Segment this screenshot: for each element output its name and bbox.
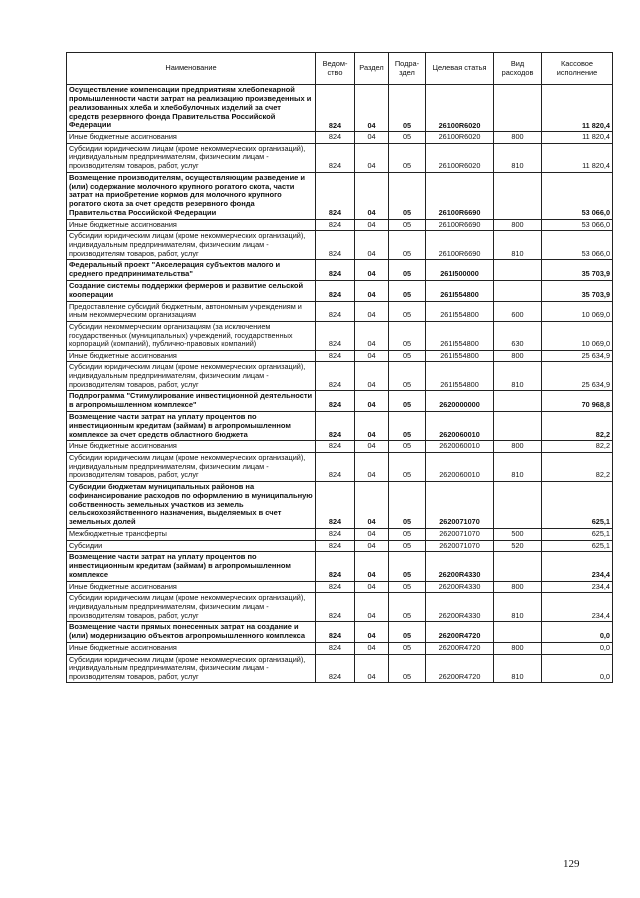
row-amount: 25 634,9 bbox=[542, 362, 613, 391]
row-name: Предоставление субсидий бюджетным, автономным учреждениям и иным некоммерческим организациям bbox=[67, 301, 316, 321]
row-dept: 824 bbox=[316, 219, 355, 231]
table-row bbox=[67, 143, 613, 172]
row-type: 520 bbox=[494, 540, 542, 552]
row-subsection: 05 bbox=[389, 593, 426, 622]
row-section: 04 bbox=[355, 391, 389, 412]
row-type: 800 bbox=[494, 441, 542, 453]
row-name: Подпрограмма "Стимулирование инвестиционной деятельности в агропромышленном комплексе" bbox=[67, 391, 316, 412]
row-type: 800 bbox=[494, 642, 542, 654]
table-row bbox=[67, 260, 613, 281]
row-type bbox=[494, 622, 542, 643]
row-section: 04 bbox=[355, 411, 389, 441]
row-name: Субсидии юридическим лицам (кроме некоммерческих организаций), индивидуальным предпринимателям, физическим лицам - производителям товаров, работ, услуг bbox=[67, 593, 316, 622]
table-row bbox=[67, 654, 613, 683]
row-dept: 824 bbox=[316, 143, 355, 172]
row-type: 810 bbox=[494, 453, 542, 482]
row-section: 04 bbox=[355, 642, 389, 654]
table-row bbox=[67, 172, 613, 219]
table-row bbox=[67, 301, 613, 321]
row-section: 04 bbox=[355, 281, 389, 302]
row-subsection: 05 bbox=[389, 143, 426, 172]
row-amount: 53 066,0 bbox=[542, 219, 613, 231]
row-amount: 82,2 bbox=[542, 411, 613, 441]
row-section: 04 bbox=[355, 321, 389, 350]
row-amount: 82,2 bbox=[542, 441, 613, 453]
row-dept: 824 bbox=[316, 321, 355, 350]
row-type: 810 bbox=[494, 143, 542, 172]
row-section: 04 bbox=[355, 622, 389, 643]
row-amount: 234,4 bbox=[542, 593, 613, 622]
table-row bbox=[67, 529, 613, 541]
row-amount: 0,0 bbox=[542, 654, 613, 683]
row-section: 04 bbox=[355, 143, 389, 172]
row-name: Возмещение производителям, осуществляющим разведение и (или) содержание молочного крупного рогатого скота, части затрат на приобретение кормов для молочного крупного рогатого скота за счет средств резервного фонда Правительства Российской Федерации bbox=[67, 172, 316, 219]
row-type: 500 bbox=[494, 529, 542, 541]
row-type bbox=[494, 481, 542, 528]
row-section: 04 bbox=[355, 529, 389, 541]
row-amount: 11 820,4 bbox=[542, 85, 613, 132]
row-subsection: 05 bbox=[389, 260, 426, 281]
row-name: Субсидии юридическим лицам (кроме некоммерческих организаций), индивидуальным предпринимателям, физическим лицам - производителям товаров, работ, услуг bbox=[67, 231, 316, 260]
row-subsection: 05 bbox=[389, 441, 426, 453]
table-row bbox=[67, 350, 613, 362]
row-target: 261I554800 bbox=[426, 350, 494, 362]
row-amount: 25 634,9 bbox=[542, 350, 613, 362]
table-row bbox=[67, 552, 613, 582]
row-subsection: 05 bbox=[389, 321, 426, 350]
row-dept: 824 bbox=[316, 85, 355, 132]
row-amount: 70 968,8 bbox=[542, 391, 613, 412]
row-subsection: 05 bbox=[389, 529, 426, 541]
row-target: 261I500000 bbox=[426, 260, 494, 281]
row-target: 26200R4330 bbox=[426, 552, 494, 582]
header-subsection: Подра-здел bbox=[389, 53, 426, 85]
row-target: 261I554800 bbox=[426, 301, 494, 321]
row-type: 800 bbox=[494, 581, 542, 593]
row-target: 2620060010 bbox=[426, 411, 494, 441]
row-target: 26200R4720 bbox=[426, 622, 494, 643]
row-target: 26100R6020 bbox=[426, 143, 494, 172]
row-type: 810 bbox=[494, 654, 542, 683]
row-section: 04 bbox=[355, 85, 389, 132]
row-name: Субсидии юридическим лицам (кроме некоммерческих организаций), индивидуальным предпринимателям, физическим лицам - производителям товаров, работ, услуг bbox=[67, 654, 316, 683]
row-section: 04 bbox=[355, 172, 389, 219]
row-section: 04 bbox=[355, 441, 389, 453]
table-row bbox=[67, 219, 613, 231]
row-subsection: 05 bbox=[389, 540, 426, 552]
row-section: 04 bbox=[355, 481, 389, 528]
row-subsection: 05 bbox=[389, 85, 426, 132]
row-name: Иные бюджетные ассигнования bbox=[67, 581, 316, 593]
row-name: Субсидии юридическим лицам (кроме некоммерческих организаций), индивидуальным предпринимателям, физическим лицам - производителям товаров, работ, услуг bbox=[67, 362, 316, 391]
row-dept: 824 bbox=[316, 231, 355, 260]
row-dept: 824 bbox=[316, 132, 355, 144]
table-row bbox=[67, 231, 613, 260]
row-amount: 0,0 bbox=[542, 622, 613, 643]
row-dept: 824 bbox=[316, 622, 355, 643]
row-section: 04 bbox=[355, 231, 389, 260]
row-amount: 625,1 bbox=[542, 540, 613, 552]
row-target: 2620060010 bbox=[426, 441, 494, 453]
row-section: 04 bbox=[355, 552, 389, 582]
row-subsection: 05 bbox=[389, 350, 426, 362]
row-subsection: 05 bbox=[389, 654, 426, 683]
row-amount: 35 703,9 bbox=[542, 281, 613, 302]
row-dept: 824 bbox=[316, 362, 355, 391]
row-type: 810 bbox=[494, 362, 542, 391]
table-row bbox=[67, 622, 613, 643]
row-dept: 824 bbox=[316, 593, 355, 622]
row-dept: 824 bbox=[316, 391, 355, 412]
table-row bbox=[67, 281, 613, 302]
row-amount: 10 069,0 bbox=[542, 321, 613, 350]
row-section: 04 bbox=[355, 301, 389, 321]
row-name: Иные бюджетные ассигнования bbox=[67, 219, 316, 231]
header-amount: Кассовое исполнение bbox=[542, 53, 613, 85]
row-name: Создание системы поддержки фермеров и развитие сельской кооперации bbox=[67, 281, 316, 302]
row-dept: 824 bbox=[316, 441, 355, 453]
table-row bbox=[67, 481, 613, 528]
row-amount: 11 820,4 bbox=[542, 143, 613, 172]
row-subsection: 05 bbox=[389, 481, 426, 528]
row-type: 800 bbox=[494, 219, 542, 231]
row-subsection: 05 bbox=[389, 411, 426, 441]
table-row bbox=[67, 85, 613, 132]
row-dept: 824 bbox=[316, 411, 355, 441]
row-section: 04 bbox=[355, 362, 389, 391]
row-target: 26200R4330 bbox=[426, 593, 494, 622]
row-subsection: 05 bbox=[389, 391, 426, 412]
table-row bbox=[67, 391, 613, 412]
row-name: Субсидии юридическим лицам (кроме некоммерческих организаций), индивидуальным предпринимателям, физическим лицам - производителям товаров, работ, услуг bbox=[67, 453, 316, 482]
row-dept: 824 bbox=[316, 350, 355, 362]
row-section: 04 bbox=[355, 581, 389, 593]
header-target: Целевая статья bbox=[426, 53, 494, 85]
row-target: 261I554800 bbox=[426, 362, 494, 391]
row-subsection: 05 bbox=[389, 362, 426, 391]
row-target: 26100R6690 bbox=[426, 231, 494, 260]
table-row bbox=[67, 411, 613, 441]
row-target: 26100R6690 bbox=[426, 172, 494, 219]
table-header-row bbox=[67, 53, 613, 85]
page-number: 129 bbox=[563, 858, 580, 870]
row-section: 04 bbox=[355, 593, 389, 622]
row-dept: 824 bbox=[316, 281, 355, 302]
row-dept: 824 bbox=[316, 453, 355, 482]
table-row bbox=[67, 362, 613, 391]
row-name: Возмещение части затрат на уплату процентов по инвестиционным кредитам (займам) в агропромышленном комплексе за счет средств областного бюджета bbox=[67, 411, 316, 441]
table-row bbox=[67, 581, 613, 593]
row-amount: 625,1 bbox=[542, 481, 613, 528]
row-amount: 234,4 bbox=[542, 581, 613, 593]
row-amount: 35 703,9 bbox=[542, 260, 613, 281]
row-dept: 824 bbox=[316, 581, 355, 593]
row-type: 800 bbox=[494, 132, 542, 144]
row-type bbox=[494, 85, 542, 132]
row-name: Иные бюджетные ассигнования bbox=[67, 350, 316, 362]
row-name: Иные бюджетные ассигнования bbox=[67, 642, 316, 654]
row-target: 26200R4720 bbox=[426, 654, 494, 683]
row-subsection: 05 bbox=[389, 219, 426, 231]
row-dept: 824 bbox=[316, 529, 355, 541]
row-subsection: 05 bbox=[389, 172, 426, 219]
row-dept: 824 bbox=[316, 654, 355, 683]
row-subsection: 05 bbox=[389, 642, 426, 654]
row-target: 2620071070 bbox=[426, 529, 494, 541]
row-target: 2620071070 bbox=[426, 540, 494, 552]
row-dept: 824 bbox=[316, 642, 355, 654]
row-type bbox=[494, 281, 542, 302]
row-amount: 10 069,0 bbox=[542, 301, 613, 321]
table-row bbox=[67, 321, 613, 350]
row-section: 04 bbox=[355, 219, 389, 231]
row-subsection: 05 bbox=[389, 622, 426, 643]
row-amount: 53 066,0 bbox=[542, 231, 613, 260]
row-type bbox=[494, 552, 542, 582]
budget-table bbox=[66, 52, 613, 683]
row-type bbox=[494, 391, 542, 412]
row-target: 261I554800 bbox=[426, 281, 494, 302]
row-type: 810 bbox=[494, 231, 542, 260]
row-dept: 824 bbox=[316, 481, 355, 528]
row-name: Возмещение части прямых понесенных затрат на создание и (или) модернизацию объектов агропромышленного комплекса bbox=[67, 622, 316, 643]
row-type: 810 bbox=[494, 593, 542, 622]
row-name: Субсидии бюджетам муниципальных районов на софинансирование расходов по оформлению в муниципальную собственность земельных участков из земель сельскохозяйственного назначения, выделяемых в счет земельных долей bbox=[67, 481, 316, 528]
row-section: 04 bbox=[355, 260, 389, 281]
row-target: 26100R6020 bbox=[426, 85, 494, 132]
row-section: 04 bbox=[355, 132, 389, 144]
row-name: Межбюджетные трансферты bbox=[67, 529, 316, 541]
row-name: Субсидии некоммерческим организациям (за исключением государственных (муниципальных) учреждений, государственных корпораций (компаний), публично-правовых компаний) bbox=[67, 321, 316, 350]
row-target: 26100R6020 bbox=[426, 132, 494, 144]
row-amount: 0,0 bbox=[542, 642, 613, 654]
row-name: Иные бюджетные ассигнования bbox=[67, 132, 316, 144]
row-dept: 824 bbox=[316, 260, 355, 281]
row-type: 800 bbox=[494, 350, 542, 362]
header-dept: Ведом-ство bbox=[316, 53, 355, 85]
row-type bbox=[494, 260, 542, 281]
row-amount: 11 820,4 bbox=[542, 132, 613, 144]
row-target: 2620060010 bbox=[426, 453, 494, 482]
row-type bbox=[494, 172, 542, 219]
row-amount: 53 066,0 bbox=[542, 172, 613, 219]
row-name: Субсидии юридическим лицам (кроме некоммерческих организаций), индивидуальным предпринимателям, физическим лицам - производителям товаров, работ, услуг bbox=[67, 143, 316, 172]
row-name: Федеральный проект "Акселерация субъектов малого и среднего предпринимательства" bbox=[67, 260, 316, 281]
row-type: 600 bbox=[494, 301, 542, 321]
row-name: Возмещение части затрат на уплату процентов по инвестиционным кредитам (займам) в агропромышленном комплексе bbox=[67, 552, 316, 582]
row-name: Осуществление компенсации предприятиям хлебопекарной промышленности части затрат на реализацию произведенных и реализованных хлеба и хлебобулочных изделий за счет средств резервного фонда Правительства Российской Федерации bbox=[67, 85, 316, 132]
row-amount: 82,2 bbox=[542, 453, 613, 482]
row-subsection: 05 bbox=[389, 581, 426, 593]
table-row bbox=[67, 453, 613, 482]
row-type bbox=[494, 411, 542, 441]
row-target: 2620071070 bbox=[426, 481, 494, 528]
row-dept: 824 bbox=[316, 172, 355, 219]
row-type: 630 bbox=[494, 321, 542, 350]
row-subsection: 05 bbox=[389, 281, 426, 302]
table-row bbox=[67, 540, 613, 552]
row-target: 26200R4330 bbox=[426, 581, 494, 593]
row-target: 26200R4720 bbox=[426, 642, 494, 654]
row-subsection: 05 bbox=[389, 453, 426, 482]
table-row bbox=[67, 132, 613, 144]
row-subsection: 05 bbox=[389, 132, 426, 144]
row-dept: 824 bbox=[316, 552, 355, 582]
row-section: 04 bbox=[355, 540, 389, 552]
table-row bbox=[67, 642, 613, 654]
row-section: 04 bbox=[355, 350, 389, 362]
row-dept: 824 bbox=[316, 540, 355, 552]
row-name: Субсидии bbox=[67, 540, 316, 552]
row-dept: 824 bbox=[316, 301, 355, 321]
table-body bbox=[67, 85, 613, 683]
row-target: 261I554800 bbox=[426, 321, 494, 350]
row-subsection: 05 bbox=[389, 552, 426, 582]
header-type: Вид расходов bbox=[494, 53, 542, 85]
table-row bbox=[67, 441, 613, 453]
row-section: 04 bbox=[355, 453, 389, 482]
row-target: 26100R6690 bbox=[426, 219, 494, 231]
row-section: 04 bbox=[355, 654, 389, 683]
row-name: Иные бюджетные ассигнования bbox=[67, 441, 316, 453]
row-amount: 625,1 bbox=[542, 529, 613, 541]
row-subsection: 05 bbox=[389, 301, 426, 321]
header-name: Наименование bbox=[67, 53, 316, 85]
row-subsection: 05 bbox=[389, 231, 426, 260]
row-amount: 234,4 bbox=[542, 552, 613, 582]
table-row bbox=[67, 593, 613, 622]
row-target: 2620000000 bbox=[426, 391, 494, 412]
header-section: Раздел bbox=[355, 53, 389, 85]
